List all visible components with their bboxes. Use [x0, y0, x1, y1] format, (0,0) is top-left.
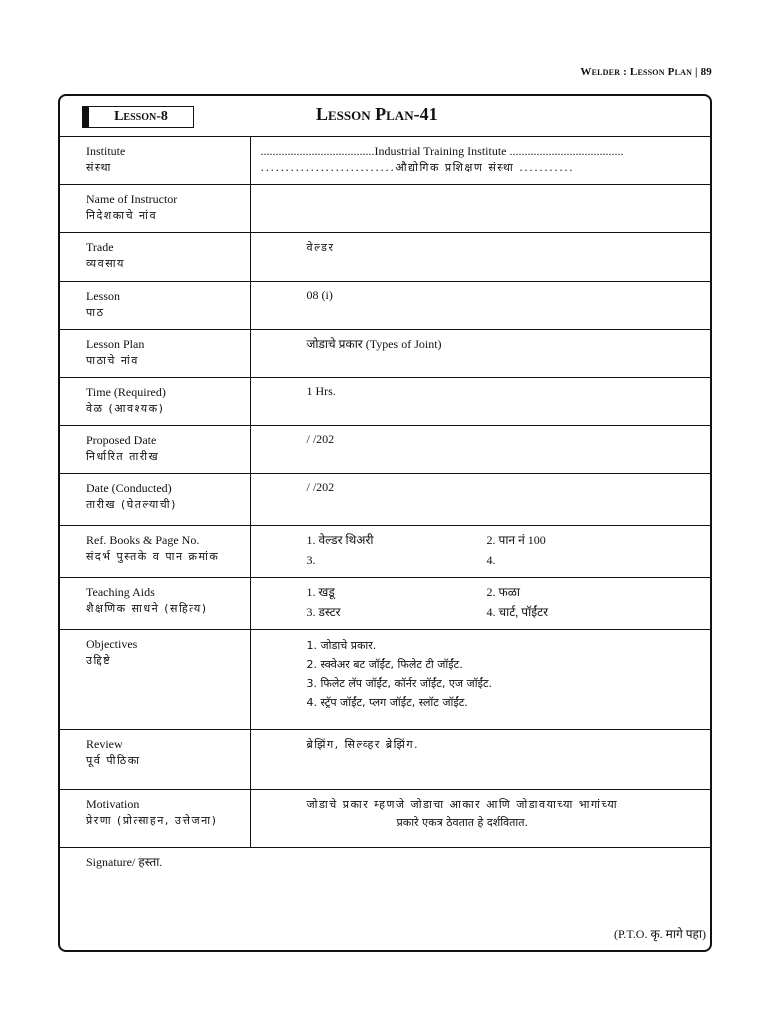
list-item: 4. चार्ट, पॉईंटर	[486, 605, 549, 619]
value-cell	[250, 233, 710, 282]
label-cell	[60, 137, 250, 185]
institute-value-en: ......................................Industrial Training Institute ......................................	[260, 144, 624, 158]
label-mr: शैक्षणिक साधने (सहित्य)	[86, 602, 208, 615]
list-item: 3. डस्टर	[306, 605, 341, 619]
list-item: 3. फिलेट लॅप जॉईंट, कॉर्नर जॉईंट, एज जॉईंट.	[306, 677, 493, 690]
label-en: Time (Required)	[86, 385, 166, 399]
row-signature	[60, 848, 710, 949]
list-item: 1. खडू	[306, 585, 335, 599]
label-cell	[60, 426, 250, 474]
label-en: Ref. Books & Page No.	[86, 533, 200, 547]
row-teaching-aids	[60, 578, 710, 630]
label-en: Name of Instructor	[86, 192, 178, 206]
signature-label: Signature/ हस्ता.	[86, 855, 163, 869]
list-item: 2. स्क्वेअर बट जॉईंट, फिलेट टी जॉईंट.	[306, 658, 463, 671]
list-item: 4. स्ट्रॅप जॉईंट, प्लग जॉईंट, स्लॉट जॉईंट.	[306, 696, 468, 709]
label-cell	[60, 282, 250, 330]
label-en: Proposed Date	[86, 433, 157, 447]
conducted-date-value: / /202	[250, 474, 710, 526]
time-value: 1 Hrs.	[250, 378, 710, 426]
label-mr: उद्दिष्टे	[86, 654, 112, 667]
list-item: 2. फळा	[486, 585, 520, 599]
label-en: Teaching Aids	[86, 585, 155, 599]
value-cell	[250, 630, 710, 730]
row-proposed-date	[60, 426, 710, 474]
signature-cell	[60, 848, 710, 949]
label-cell	[60, 330, 250, 378]
label-cell	[60, 578, 250, 630]
label-mr: निर्धारित तारीख	[86, 450, 160, 463]
value-cell	[250, 330, 710, 378]
row-conducted-date	[60, 474, 710, 526]
label-cell	[60, 730, 250, 790]
lesson-number-box: Lesson-8	[82, 106, 194, 128]
label-cell	[60, 185, 250, 233]
list-item: 1. वेल्डर थिअरी	[306, 533, 374, 547]
label-en: Objectives	[86, 637, 138, 651]
label-en: Trade	[86, 240, 114, 254]
row-objectives	[60, 630, 710, 730]
institute-value-mr: ...........................औद्योगिक प्रशिक्षण संस्था ...........	[260, 161, 575, 174]
row-ref-books	[60, 526, 710, 578]
label-en: Date (Conducted)	[86, 481, 172, 495]
plan-title: Lesson Plan-41	[316, 104, 438, 124]
review-value: ब्रेझिंग, सिल्व्हर ब्रेझिंग.	[306, 738, 420, 751]
label-mr: पूर्व पीठिका	[86, 754, 141, 767]
label-mr: व्यवसाय	[86, 257, 125, 270]
label-en: Motivation	[86, 797, 140, 811]
value-cell	[250, 578, 710, 630]
row-lesson-plan	[60, 330, 710, 378]
label-cell	[60, 790, 250, 848]
trade-value: वेल्डर	[306, 241, 335, 254]
value-cell	[250, 526, 710, 578]
row-instructor	[60, 185, 710, 233]
label-mr: वेळ (आवश्यक)	[86, 402, 165, 415]
row-motivation	[60, 790, 710, 848]
label-en: Lesson	[86, 289, 120, 303]
label-cell	[60, 630, 250, 730]
list-item: 1. जोडाचे प्रकार.	[306, 639, 377, 652]
objectives-list	[307, 636, 711, 712]
label-mr: पाठ	[86, 306, 105, 319]
label-mr: संस्था	[86, 161, 112, 174]
instructor-value	[250, 185, 710, 233]
plan-table	[60, 136, 710, 948]
ref-books-list	[307, 532, 711, 568]
value-cell	[250, 790, 710, 848]
list-item: 4.	[486, 553, 496, 567]
pto-note: (P.T.O. कृ. मागे पहा)	[614, 927, 706, 941]
row-review	[60, 730, 710, 790]
label-mr: प्रेरणा (प्रोत्साहन, उत्तेजना)	[86, 814, 218, 827]
proposed-date-value: / /202	[250, 426, 710, 474]
label-mr: निदेशकाचे नांव	[86, 209, 158, 222]
label-en: Review	[86, 737, 123, 751]
row-time	[60, 378, 710, 426]
lesson-plan-value: जोडाचे प्रकार (Types of Joint)	[306, 337, 442, 351]
label-cell	[60, 233, 250, 282]
label-en: Lesson Plan	[86, 337, 145, 351]
running-header: Welder : Lesson Plan | 89	[580, 66, 712, 78]
row-trade	[60, 233, 710, 282]
label-mr: तारीख (घेतल्याची)	[86, 498, 177, 511]
list-item: 3.	[306, 553, 316, 567]
lesson-plan-form	[58, 94, 712, 952]
motivation-line1: जोडाचे प्रकार म्हणजे जोडाचा आकार आणि जोडावयाच्या भागांच्या	[306, 798, 619, 811]
label-mr: पाठाचे नांव	[86, 354, 139, 367]
lesson-value: 08 (i)	[250, 282, 710, 330]
label-cell	[60, 378, 250, 426]
label-mr: संदर्भ पुस्तके व पान क्रमांक	[86, 550, 220, 563]
label-en: Institute	[86, 144, 126, 158]
label-cell	[60, 526, 250, 578]
list-item: 2. पान नं 100	[486, 533, 546, 547]
row-institute	[60, 137, 710, 185]
value-cell	[250, 730, 710, 790]
value-cell	[250, 137, 710, 185]
teaching-aids-list	[307, 584, 711, 620]
motivation-line2: प्रकारे एकत्र ठेवतात हे दर्शवितात.	[396, 816, 529, 829]
label-cell	[60, 474, 250, 526]
row-lesson	[60, 282, 710, 330]
